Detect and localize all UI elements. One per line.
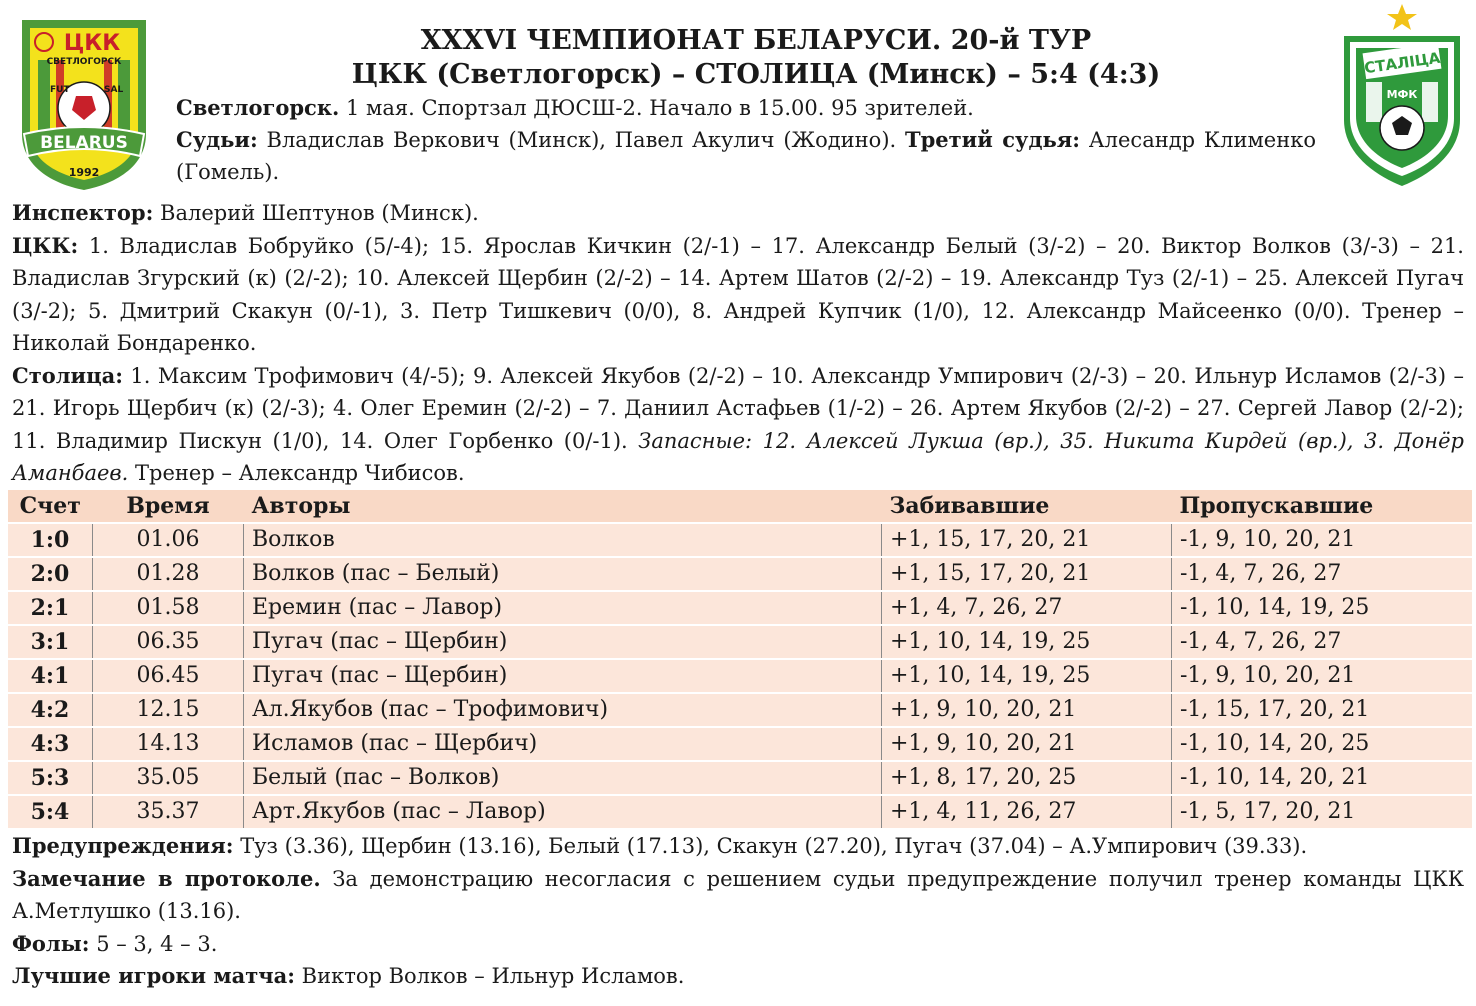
goal-time: 06.35 [93,625,244,659]
goal-score: 4:2 [30,697,70,723]
protocol-note [12,863,1464,928]
stalitsa-club-logo [1336,2,1468,188]
logo-right-initials: МФК [1386,88,1418,101]
venue-label: Светлогорск. [176,95,340,120]
goal-authors: Белый (пас – Волков) [244,761,882,795]
goal-scoring-lineup: +1, 15, 17, 20, 21 [882,557,1172,591]
goal-time: 06.45 [93,659,244,693]
match-notes [12,830,1464,993]
third-referee-label: Третий судья: [904,127,1080,152]
logo-left-year: 1992 [68,166,100,179]
goals-table [8,490,1472,828]
goal-conceding-lineup: -1, 10, 14, 20, 21 [1172,761,1473,795]
team2-lineup [12,360,1464,490]
team2-coach: Тренер – Александр Чибисов. [128,461,465,485]
third-referee-text: Алесандр Клименко (Гомель). [176,128,1316,184]
logo-right-name: СТАЛІЦА [1363,48,1442,78]
header-scoring-lineup: Забивавшие [882,490,1172,523]
table-row [8,523,1472,557]
goal-time: 14.13 [93,727,244,761]
goal-score: 4:3 [30,731,70,757]
goal-conceding-lineup: -1, 10, 14, 19, 25 [1172,591,1473,625]
goal-scoring-lineup: +1, 10, 14, 19, 25 [882,625,1172,659]
logo-left-city: СВЕТЛОГОРСК [46,57,122,67]
goal-scoring-lineup: +1, 15, 17, 20, 21 [882,523,1172,557]
goal-time: 35.37 [93,795,244,828]
team1-lineup [12,230,1464,360]
goal-conceding-lineup: -1, 9, 10, 20, 21 [1172,659,1473,693]
match-title: ЦКК (Светлогорск) – СТОЛИЦА (Минск) – 5:4 (4:3) [351,59,1161,90]
note-label: Замечание в протоколе. [12,865,321,891]
goal-score: 5:3 [30,765,70,791]
match-header [176,24,1316,188]
table-row [8,727,1472,761]
goal-scoring-lineup: +1, 4, 11, 26, 27 [882,795,1172,828]
ckk-club-logo [16,16,152,192]
logo-left-ribbon: BELARUS [40,133,128,153]
note-text: За демонстрацию несогласия с решением судьи предупреждение получил тренер команды ЦКК А.Метлушко (13.16). [12,866,1464,923]
table-row [8,625,1472,659]
goal-scoring-lineup: +1, 4, 7, 26, 27 [882,591,1172,625]
best-players-label: Лучшие игроки матча: [12,963,295,988]
goal-score: 1:0 [30,527,70,553]
fouls-text: 5 – 3, 4 – 3. [89,931,218,956]
inspector-line [12,197,1464,230]
team2-subs: Запасные: 12. Алексей Лукша (вр.), 35. Никита Кирдей (вр.), 3. Донёр Аманбаев. [12,428,1464,485]
venue-line [176,92,1316,124]
goal-scoring-lineup: +1, 10, 14, 19, 25 [882,659,1172,693]
goal-scoring-lineup: +1, 9, 10, 20, 21 [882,727,1172,761]
goal-conceding-lineup: -1, 4, 7, 26, 27 [1172,557,1473,591]
referees-label: Судьи: [176,127,258,152]
warnings-line [12,830,1464,863]
best-players-text: Виктор Волков – Ильнур Исламов. [294,964,685,988]
logo-left-top-text: ЦКК [63,31,121,56]
header-authors: Авторы [244,490,882,523]
team2-text: 1. Максим Трофимович (4/-5); 9. Алексей Якубов (2/-2) – 10. Александр Умпирович (2/-3) – 20. Ильнур Исламов (2/-3) – 21. Игорь Щербич (к) (2/-3); 4. Олег Еремин (2/-2) – 7. Даниил Астафьев (1/-2) – 26. Артем Якубов (2/-2) – 27. Сергей Лавор (2/-2); 11. Владимир Пискун (1/0), 14. Олег Горбенко (0/-1). [12,363,1464,453]
goals-table-header [8,490,1472,523]
referees-line [176,124,1316,188]
table-row [8,761,1472,795]
goal-authors: Пугач (пас – Щербин) [244,625,882,659]
table-row [8,795,1472,828]
table-row [8,659,1472,693]
goal-conceding-lineup: -1, 10, 14, 20, 25 [1172,727,1473,761]
header-time: Время [93,490,244,523]
goal-authors: Волков (пас – Белый) [244,557,882,591]
goal-score: 2:1 [30,595,70,621]
goal-scoring-lineup: +1, 9, 10, 20, 21 [882,693,1172,727]
fouls-line [12,928,1464,961]
goal-scoring-lineup: +1, 8, 17, 20, 25 [882,761,1172,795]
goal-score: 3:1 [30,629,70,655]
goals-table-body [8,523,1472,828]
header-score: Счет [8,490,93,523]
inspector-text: Валерий Шептунов (Минск). [153,201,479,225]
goal-authors: Волков [244,523,882,557]
goal-conceding-lineup: -1, 15, 17, 20, 21 [1172,693,1473,727]
team1-text: 1. Владислав Бобруйко (5/-4); 15. Ярослав Кичкин (2/-1) – 17. Александр Белый (3/-2) – 20. Виктор Волков (3/-3) – 21. Владислав Згурский (к) (2/-2); 10. Алексей Щербин (2/-2) – 14. Артем Шатов (2/-2) – 19. Александр Туз (2/-1) – 25. Алексей Пугач (3/-2); 5. Дмитрий Скакун (0/-1), 3. Петр Тишкевич (0/0), 8. Андрей Купчик (1/0), 12. Александр Майсеенко (0/0). Тренер – Николай Бондаренко. [12,233,1464,355]
table-row [8,693,1472,727]
referees-text: Владислав Веркович (Минск), Павел Акулич (Жодино). [257,128,905,152]
warnings-label: Предупреждения: [12,833,234,858]
goal-time: 01.06 [93,523,244,557]
goal-authors: Исламов (пас – Щербич) [244,727,882,761]
goal-time: 01.58 [93,591,244,625]
team2-label: Столица: [12,362,123,388]
inspector-label: Инспектор: [12,200,154,225]
championship-title: XXXVI ЧЕМПИОНАТ БЕЛАРУСИ. 20-й ТУР [420,25,1092,56]
venue-text: 1 мая. Спортзал ДЮСШ-2. Начало в 15.00. 95 зрителей. [339,96,974,120]
goal-authors: Пугач (пас – Щербин) [244,659,882,693]
goal-authors: Арт.Якубов (пас – Лавор) [244,795,882,828]
goal-score: 5:4 [30,799,70,825]
goal-score: 4:1 [30,663,70,689]
goal-authors: Ал.Якубов (пас – Трофимович) [244,693,882,727]
header-conceding-lineup: Пропускавшие [1172,490,1473,523]
goal-score: 2:0 [30,561,70,587]
goal-time: 12.15 [93,693,244,727]
goal-time: 01.28 [93,557,244,591]
fouls-label: Фолы: [12,930,90,956]
table-row [8,591,1472,625]
lineups-section [12,197,1464,490]
star-icon [1387,4,1417,30]
goal-conceding-lineup: -1, 4, 7, 26, 27 [1172,625,1473,659]
table-row [8,557,1472,591]
goal-conceding-lineup: -1, 5, 17, 20, 21 [1172,795,1473,828]
goal-conceding-lineup: -1, 9, 10, 20, 21 [1172,523,1473,557]
goal-authors: Еремин (пас – Лавор) [244,591,882,625]
best-players-line [12,960,1464,993]
logo-left-fut: FUT [50,85,70,95]
team1-label: ЦКК: [12,232,79,258]
goal-time: 35.05 [93,761,244,795]
warnings-text: Туз (3.36), Щербин (13.16), Белый (17.13), Скакун (27.20), Пугач (37.04) – А.Умпирович (39.33). [233,834,1308,858]
logo-left-sal: SAL [104,85,124,95]
